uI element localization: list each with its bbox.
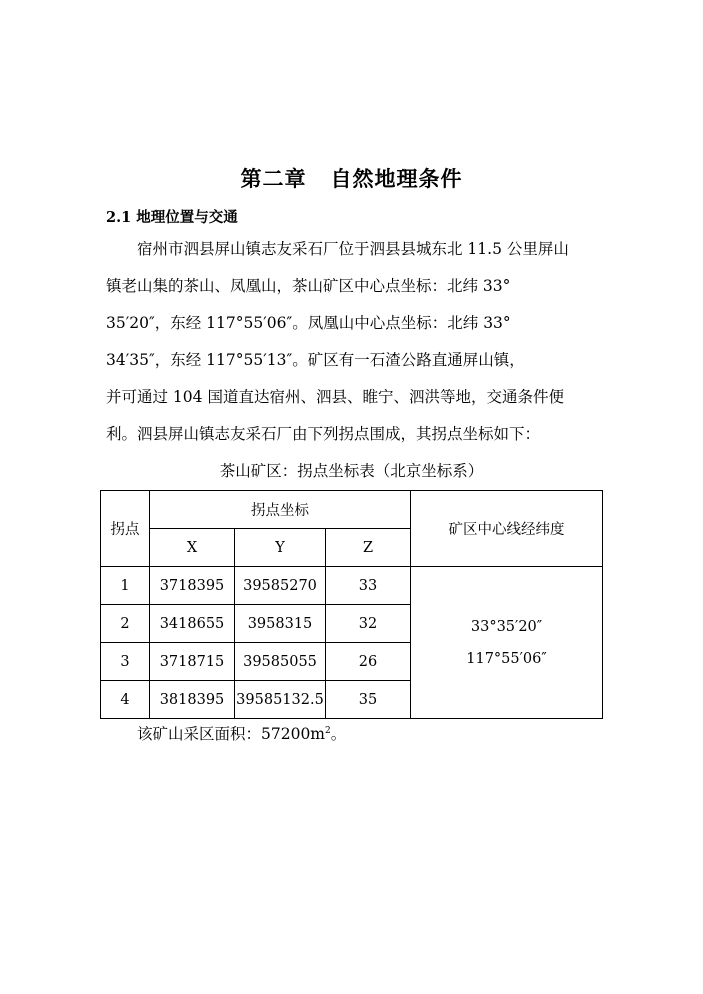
chapter-title	[0, 163, 703, 193]
cell-y: 39585270	[235, 567, 326, 605]
header-point: 拐点	[101, 491, 150, 567]
cell-y: 39585132.5	[235, 681, 326, 719]
chapter-number: 第二章	[240, 166, 307, 191]
paragraph-line: 镇老山集的茶山、凤凰山，茶山矿区中心点坐标：北纬 33°	[106, 277, 511, 295]
center-latitude: 33°35′20″	[470, 618, 543, 635]
coordinate-table	[100, 490, 603, 719]
cell-y: 39585055	[235, 643, 326, 681]
section-heading: 2.1 地理位置与交通	[106, 209, 238, 226]
table-caption: 茶山矿区：拐点坐标表（北京坐标系）	[219, 462, 484, 480]
header-coords: 拐点坐标	[150, 491, 411, 529]
center-longitude: 117°55′06″	[466, 650, 547, 667]
cell-point: 4	[101, 681, 150, 719]
cell-point: 2	[101, 605, 150, 643]
header-x: X	[150, 529, 235, 567]
paragraph-line: 并可通过 104 国道直达宿州、泗县、睢宁、泗洪等地，交通条件便	[106, 388, 564, 406]
cell-x: 3418655	[150, 605, 235, 643]
cell-z: 32	[326, 605, 411, 643]
paragraph-line: 宿州市泗县屏山镇志友采石厂位于泗县县城东北 11.5 公里屏山	[137, 240, 569, 258]
paragraph-line: 利。泗县屏山镇志友采石厂由下列拐点围成，其拐点坐标如下：	[106, 425, 541, 443]
paragraph-line: 34′35″，东经 117°55′13″。矿区有一石渣公路直通屏山镇，	[106, 351, 525, 369]
cell-z: 33	[326, 567, 411, 605]
cell-point: 1	[101, 567, 150, 605]
table-row	[101, 567, 603, 605]
mining-area-text	[137, 722, 346, 744]
area-end: 。	[330, 725, 347, 743]
area-label: 该矿山采区面积：57200m	[137, 725, 326, 743]
cell-x: 3718395	[150, 567, 235, 605]
cell-point: 3	[101, 643, 150, 681]
cell-z: 26	[326, 643, 411, 681]
table-header-row	[101, 491, 603, 529]
area-superscript: 2	[325, 725, 331, 736]
cell-center-coords	[411, 567, 603, 719]
cell-x: 3818395	[150, 681, 235, 719]
body-paragraph	[106, 231, 606, 453]
cell-y: 3958315	[235, 605, 326, 643]
cell-z: 35	[326, 681, 411, 719]
header-y: Y	[235, 529, 326, 567]
cell-x: 3718715	[150, 643, 235, 681]
header-center: 矿区中心线经纬度	[411, 491, 603, 567]
header-z: Z	[326, 529, 411, 567]
chapter-name: 自然地理条件	[330, 166, 463, 191]
paragraph-line: 35′20″，东经 117°55′06″。凤凰山中心点坐标：北纬 33°	[106, 314, 511, 332]
